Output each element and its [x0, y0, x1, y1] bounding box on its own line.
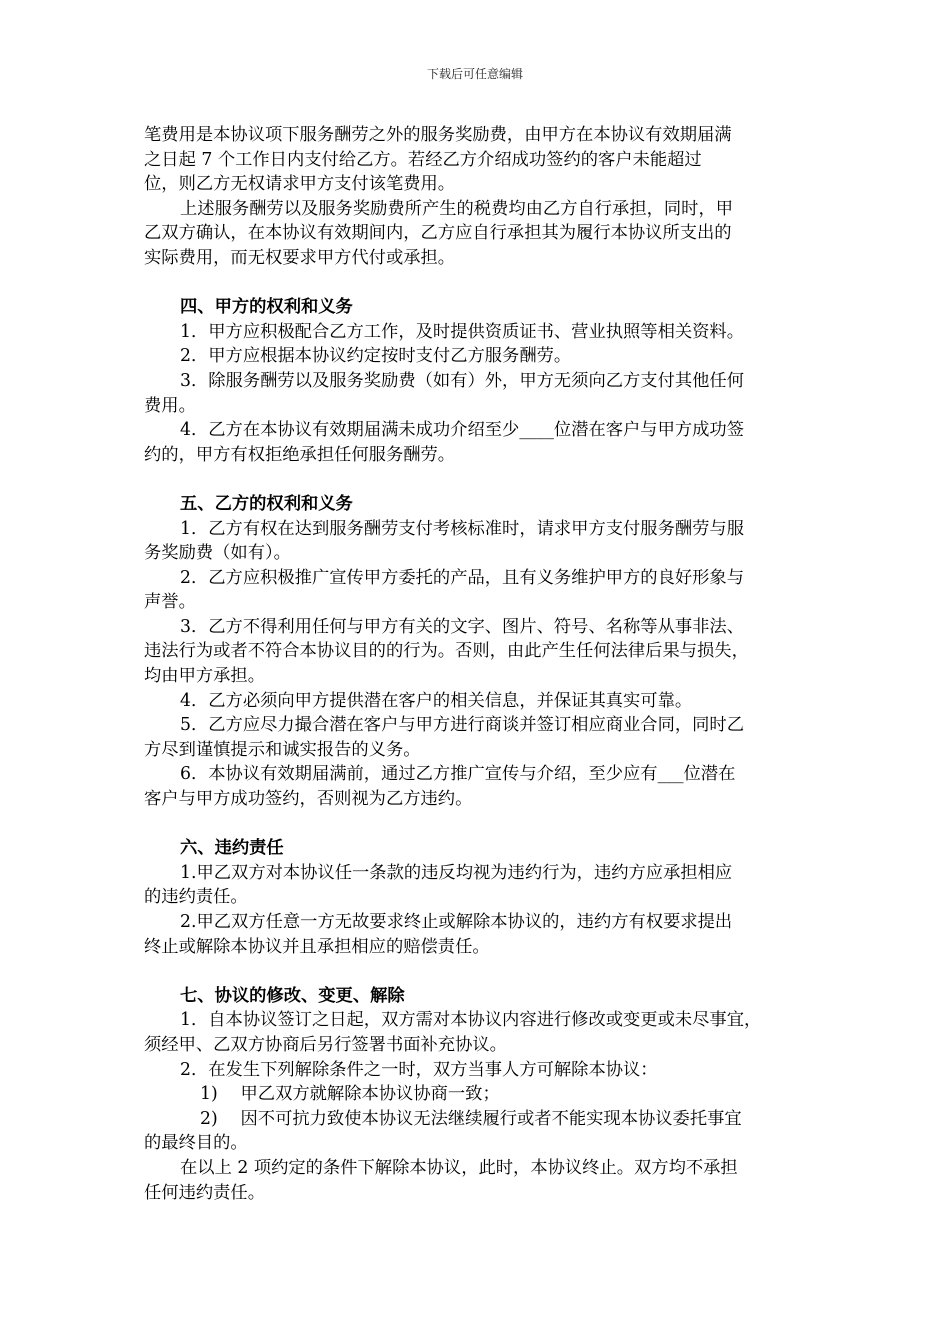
clause-line: 方尽到谨慎提示和诚实报告的义务。 [144, 739, 421, 760]
section-heading: 七、协议的修改、变更、解除 [180, 985, 405, 1006]
clause-line: 6．本协议有效期届满前，通过乙方推广宣传与介绍，至少应有___位潜在 [180, 764, 736, 785]
closing-line: 任何违约责任。 [144, 1182, 265, 1203]
clause-line: 4．乙方必须向甲方提供潜在客户的相关信息，并保证其真实可靠。 [180, 690, 693, 711]
clause-line: 声誉。 [144, 592, 196, 613]
section-gap [144, 467, 809, 492]
section-gap [144, 271, 809, 296]
tax-paragraph-line: 乙双方确认，在本协议有效期间内，乙方应自行承担其为履行本协议所支出的 [144, 223, 732, 244]
clause-line: 2．在发生下列解除条件之一时，双方当事人方可解除本协议： [180, 1059, 658, 1080]
clause-line: 1．甲方应积极配合乙方工作，及时提供资质证书、营业执照等相关资料。 [180, 321, 744, 342]
clause-line: 1．乙方有权在达到服务酬劳支付考核标准时，请求甲方支付服务酬劳与服 [180, 518, 744, 539]
clause-line: 的违约责任。 [144, 887, 248, 908]
clause-line: 客户与甲方成功签约，否则视为乙方违约。 [144, 789, 473, 810]
clause-line: 费用。 [144, 395, 196, 416]
clause-line: 3．除服务酬劳以及服务奖励费（如有）外，甲方无须向乙方支付其他任何 [180, 370, 744, 391]
clause-line: 须经甲、乙双方协商后另行签署书面补充协议。 [144, 1034, 507, 1055]
tax-paragraph-line: 实际费用，而无权要求甲方代付或承担。 [144, 247, 456, 268]
clause-line: 约的，甲方有权拒绝承担任何服务酬劳。 [144, 444, 456, 465]
intro-line: 位，则乙方无权请求甲方支付该笔费用。 [144, 174, 456, 195]
clause-line: 1．自本协议签订之日起，双方需对本协议内容进行修改或变更或未尽事宜， [180, 1010, 762, 1031]
condition-line: 的最终目的。 [144, 1133, 248, 1154]
tax-paragraph-line: 上述服务酬劳以及服务奖励费所产生的税费均由乙方自行承担，同时，甲 [180, 198, 734, 219]
closing-line: 在以上 2 项约定的条件下解除本协议，此时，本协议终止。双方均不承担 [180, 1157, 738, 1178]
section-heading: 四、甲方的权利和义务 [180, 297, 353, 318]
clause-line: 3．乙方不得利用任何与甲方有关的文字、图片、符号、名称等从事非法、 [180, 616, 744, 637]
clause-line: 违法行为或者不符合本协议目的的行为。否则，由此产生任何法律后果与损失， [144, 641, 749, 662]
clause-line: 4．乙方在本协议有效期届满未成功介绍至少____位潜在客户与甲方成功签 [180, 420, 744, 441]
condition-line: 1) 甲乙双方就解除本协议协商一致； [200, 1084, 500, 1105]
section-gap [144, 812, 809, 837]
clause-line: 2.甲乙双方任意一方无故要求终止或解除本协议的，违约方有权要求提出 [180, 912, 733, 932]
clause-line: 2．乙方应积极推广宣传甲方委托的产品，且有义务维护甲方的良好形象与 [180, 567, 744, 588]
document-body [144, 123, 809, 1205]
clause-line: 1.甲乙双方对本协议任一条款的违反均视为违约行为，违约方应承担相应 [180, 862, 733, 883]
clause-line: 务奖励费（如有）。 [144, 543, 291, 564]
clause-line: 终止或解除本协议并且承担相应的赔偿责任。 [144, 936, 490, 957]
condition-line: 2) 因不可抗力致使本协议无法继续履行或者不能实现本协议委托事宜 [200, 1108, 742, 1129]
section-gap [144, 959, 809, 984]
clause-line: 2．甲方应根据本协议约定按时支付乙方服务酬劳。 [180, 346, 572, 367]
header-note: 下载后可任意编辑 [426, 67, 523, 81]
clause-line: 5．乙方应尽力撮合潜在客户与甲方进行商谈并签订相应商业合同，同时乙 [180, 715, 744, 736]
clause-line: 均由甲方承担。 [144, 666, 265, 687]
section-heading: 五、乙方的权利和义务 [180, 493, 353, 514]
intro-line: 笔费用是本协议项下服务酬劳之外的服务奖励费，由甲方在本协议有效期届满 [144, 125, 732, 145]
section-heading: 六、违约责任 [180, 838, 284, 859]
intro-line: 之日起 7 个工作日内支付给乙方。若经乙方介绍成功签约的客户未能超过 [144, 149, 702, 170]
